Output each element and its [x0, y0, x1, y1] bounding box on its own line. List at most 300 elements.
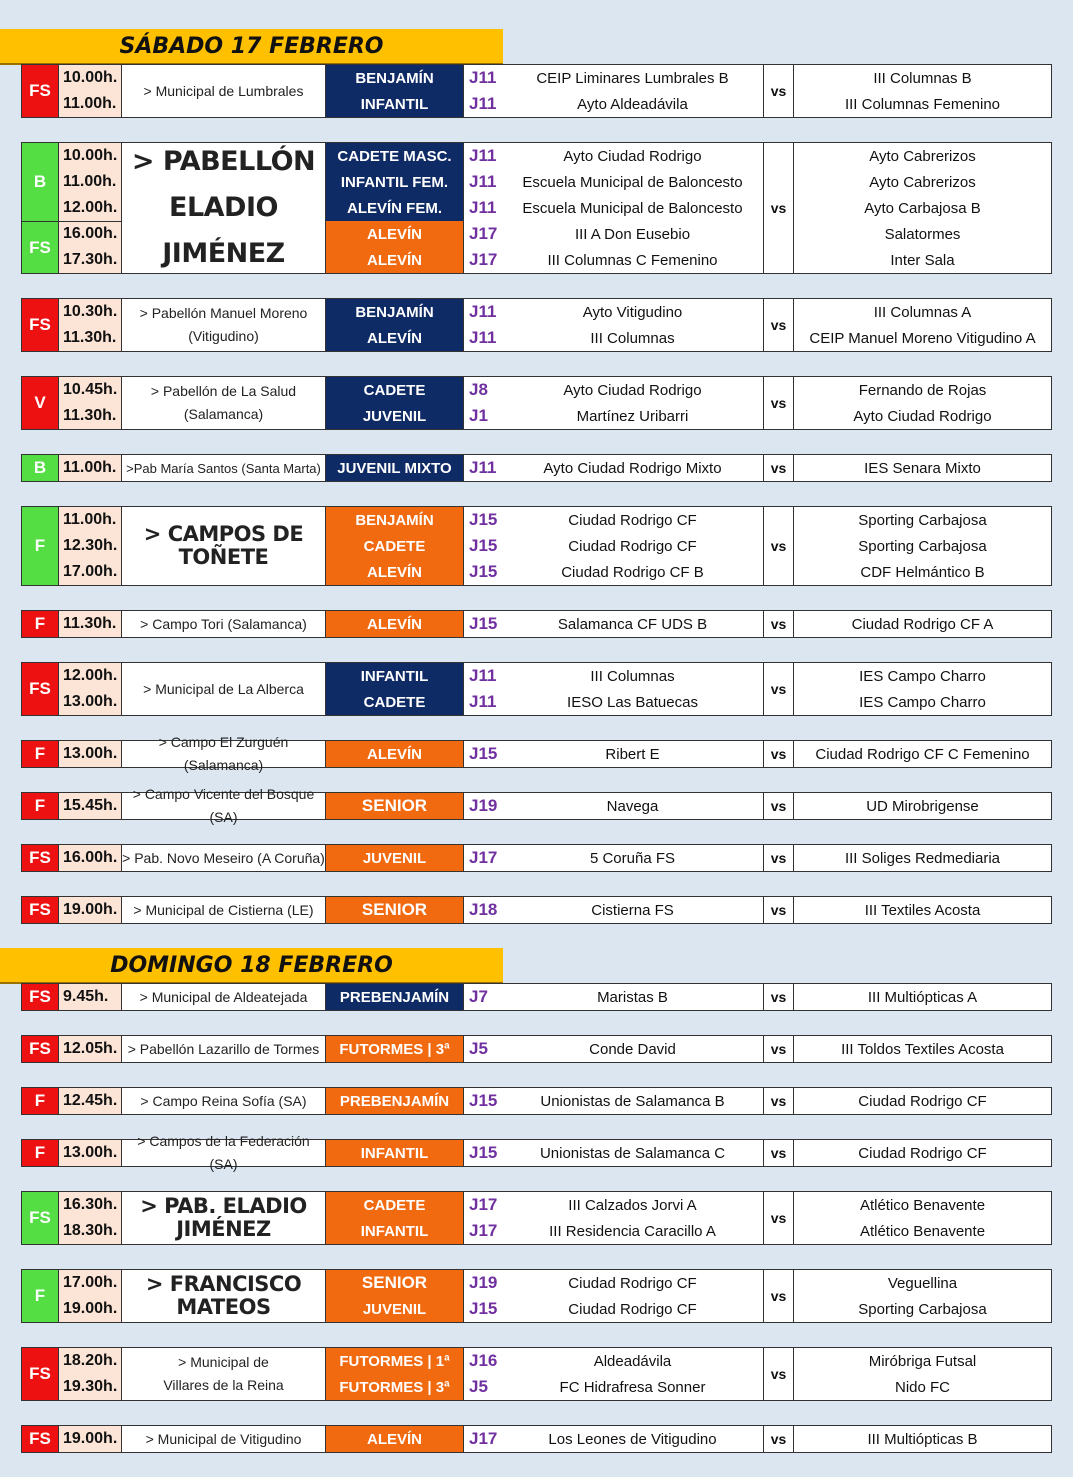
match-time: 12.30h.	[63, 537, 118, 554]
category-column	[326, 455, 464, 481]
away-team: Inter Sala	[890, 251, 955, 269]
venue-line: > PAB. ELADIO JIMÉNEZ	[140, 1194, 307, 1241]
home-team: III Calzados Jorvi A	[568, 1196, 697, 1214]
time-column	[59, 611, 122, 637]
sport-badge: FS	[22, 897, 59, 923]
home-team: Ciudad Rodrigo CF	[568, 1274, 697, 1292]
jornada: J15	[469, 1143, 498, 1162]
venue-text	[140, 302, 308, 348]
home-row	[464, 845, 763, 871]
jornada: J15	[469, 562, 498, 581]
match-time: 9.45h.	[63, 988, 109, 1005]
home-row	[464, 507, 763, 533]
away-team: CEIP Manuel Moreno Vitigudino A	[809, 329, 1036, 347]
venue-line: ELADIO JIMÉNEZ	[162, 192, 285, 269]
vs-label: vs	[764, 741, 794, 767]
home-team: III Columnas	[590, 329, 675, 347]
venue	[122, 1270, 326, 1322]
category-column	[326, 1270, 464, 1322]
match-time: 11.00h.	[63, 95, 117, 112]
home-team: Ciudad Rodrigo CF B	[561, 563, 704, 581]
away-column	[794, 741, 1051, 767]
venue	[122, 663, 326, 715]
vs-label: vs	[764, 143, 794, 273]
time-column	[59, 793, 122, 819]
venue-text	[126, 457, 321, 480]
away-team: IES Campo Charro	[859, 667, 986, 685]
home-row	[464, 1426, 763, 1452]
jornada: J17	[469, 1429, 498, 1448]
match-time: 16.00h.	[63, 225, 118, 242]
match-time: 16.00h.	[63, 849, 118, 866]
away-team: Fernando de Rojas	[858, 381, 987, 399]
time-column	[59, 984, 122, 1010]
home-column	[464, 984, 764, 1010]
match-block	[21, 1191, 1052, 1245]
home-column	[464, 1088, 764, 1114]
match-block	[21, 142, 1052, 274]
day-header: DOMINGO 18 FEBRERO	[0, 948, 503, 984]
sport-badge: FS	[22, 663, 59, 715]
away-column	[794, 299, 1051, 351]
venue-line: (Salamanca)	[183, 406, 264, 422]
away-team: Miróbriga Futsal	[868, 1352, 977, 1370]
venue-line: (Vitigudino)	[188, 328, 259, 344]
venue	[122, 1426, 326, 1452]
category-label: CADETE	[326, 533, 463, 559]
time-column	[59, 741, 122, 767]
match-block	[21, 844, 1052, 872]
category-label: INFANTIL	[326, 663, 463, 689]
vs-label: vs	[764, 1036, 794, 1062]
category-label: INFANTIL	[326, 1218, 463, 1244]
venue	[122, 1348, 326, 1400]
home-team: III Residencia Caracillo A	[549, 1222, 716, 1240]
category-column	[326, 1036, 464, 1062]
vs-label: vs	[764, 611, 794, 637]
category-column	[326, 507, 464, 585]
venue	[122, 377, 326, 429]
jornada: J15	[469, 1091, 498, 1110]
time-column	[59, 455, 122, 481]
away-team: Ayto Cabrerizos	[869, 173, 976, 191]
jornada: J11	[469, 172, 497, 191]
match-time: 12.00h.	[63, 199, 118, 216]
sport-badge: F	[22, 1088, 59, 1114]
venue-text	[151, 380, 296, 426]
venue	[122, 507, 326, 585]
venue-line: > Campo Reina Sofía (SA)	[140, 1092, 307, 1109]
jornada: J7	[469, 987, 488, 1006]
category-label: BENJAMÍN	[326, 299, 463, 325]
venue	[122, 1036, 326, 1062]
jornada: J5	[469, 1039, 488, 1058]
match-time: 19.00h.	[63, 1430, 118, 1447]
match-block	[21, 662, 1052, 716]
venue	[122, 984, 326, 1010]
jornada: J11	[469, 666, 497, 685]
jornada: J15	[469, 510, 498, 529]
away-column	[794, 143, 1051, 273]
venue-line: > Campos de la Federación (SA)	[137, 1133, 310, 1172]
venue	[122, 1088, 326, 1114]
away-team: Sporting Carbajosa	[858, 537, 987, 555]
jornada: J15	[469, 536, 498, 555]
home-column	[464, 377, 764, 429]
category-column	[326, 1348, 464, 1400]
venue-line: > Municipal de Aldeatejada	[139, 988, 308, 1005]
home-row	[464, 195, 763, 221]
home-column	[464, 793, 764, 819]
home-row	[464, 221, 763, 247]
sport-badge: FS	[22, 1426, 59, 1452]
home-row	[464, 299, 763, 325]
home-column	[464, 455, 764, 481]
away-team: Atlético Benavente	[859, 1196, 986, 1214]
away-column	[794, 1088, 1051, 1114]
match-block	[21, 1425, 1052, 1453]
jornada: J5	[469, 1377, 488, 1396]
venue	[122, 1192, 326, 1244]
sport-badge: FS	[22, 1192, 59, 1244]
venue-text	[122, 1130, 325, 1176]
away-column	[794, 1036, 1051, 1062]
time-column	[59, 663, 122, 715]
home-row	[464, 533, 763, 559]
category-label: ALEVÍN	[326, 1426, 463, 1452]
home-row	[464, 143, 763, 169]
away-column	[794, 507, 1051, 585]
home-row	[464, 1192, 763, 1218]
vs-label: vs	[764, 984, 794, 1010]
home-column	[464, 507, 764, 585]
time-column	[59, 1088, 122, 1114]
away-team: Ciudad Rodrigo CF	[858, 1092, 987, 1110]
home-row	[464, 65, 763, 91]
away-team: UD Mirobrigense	[866, 797, 979, 815]
category-label: FUTORMES | 1ª	[326, 1348, 463, 1374]
away-team: III Soliges Redmediaria	[844, 849, 1001, 867]
jornada: J19	[469, 1273, 498, 1292]
time-column	[59, 143, 122, 273]
sport-badge: F	[22, 1270, 59, 1322]
home-team: Escuela Municipal de Baloncesto	[522, 199, 743, 217]
match-time: 13.00h.	[63, 1144, 118, 1161]
match-block	[21, 610, 1052, 638]
sport-badge: V	[22, 377, 59, 429]
home-team: Ciudad Rodrigo CF	[568, 537, 697, 555]
away-team: Ciudad Rodrigo CF A	[851, 615, 994, 633]
home-team: Ayto Ciudad Rodrigo	[563, 381, 702, 399]
category-label: SENIOR	[326, 793, 463, 819]
venue	[122, 734, 326, 773]
category-column	[326, 741, 464, 767]
match-time: 15.45h.	[63, 797, 118, 814]
jornada: J1	[469, 406, 488, 425]
venue	[122, 611, 326, 637]
home-team: III Columnas C Femenino	[547, 251, 718, 269]
home-column	[464, 143, 764, 273]
category-label: SENIOR	[326, 897, 463, 923]
time-column	[59, 377, 122, 429]
venue-line: > Pabellón Lazarillo de Tormes	[127, 1040, 320, 1057]
home-row	[464, 1374, 763, 1400]
home-row	[464, 559, 763, 585]
venue	[122, 845, 326, 871]
time-column	[59, 1348, 122, 1400]
vs-label: vs	[764, 1140, 794, 1166]
sport-badge: B	[22, 455, 59, 481]
category-column	[326, 143, 464, 273]
match-time: 13.00h.	[63, 745, 118, 762]
away-team: Sporting Carbajosa	[858, 1300, 987, 1318]
vs-label: vs	[764, 845, 794, 871]
category-label: ALEVÍN	[326, 611, 463, 637]
home-team: Ayto Ciudad Rodrigo	[563, 147, 702, 165]
category-column	[326, 845, 464, 871]
category-column	[326, 897, 464, 923]
time-column	[59, 897, 122, 923]
venue	[122, 65, 326, 117]
match-time: 10.00h.	[63, 69, 118, 86]
away-column	[794, 984, 1051, 1010]
venue-text	[128, 1038, 320, 1061]
vs-label: vs	[764, 299, 794, 351]
jornada: J17	[469, 1221, 498, 1240]
time-column	[59, 507, 122, 585]
match-time: 17.30h.	[63, 251, 118, 268]
venue	[122, 786, 326, 825]
category-label: CADETE	[326, 1192, 463, 1218]
venue	[122, 299, 326, 351]
venue-line: > CAMPOS DE TOÑETE	[143, 522, 304, 569]
jornada: J17	[469, 1195, 498, 1214]
sport-badge: F	[22, 741, 59, 767]
home-column	[464, 663, 764, 715]
vs-label: vs	[764, 1270, 794, 1322]
venue	[122, 455, 326, 481]
jornada: J17	[469, 224, 498, 243]
match-block	[21, 734, 1052, 773]
home-row	[464, 1270, 763, 1296]
time-column	[59, 1192, 122, 1244]
venue-text	[122, 731, 325, 777]
jornada: J15	[469, 744, 498, 763]
time-column	[59, 1140, 122, 1166]
jornada: J15	[469, 614, 498, 633]
away-column	[794, 65, 1051, 117]
sport-badge: FS	[22, 984, 59, 1010]
venue-line: > Municipal de Vitigudino	[145, 1430, 302, 1447]
home-team: Salamanca CF UDS B	[557, 615, 708, 633]
home-column	[464, 299, 764, 351]
category-label: ALEVÍN	[326, 325, 463, 351]
home-column	[464, 845, 764, 871]
vs-label: vs	[764, 793, 794, 819]
away-column	[794, 455, 1051, 481]
match-time: 19.00h.	[63, 901, 118, 918]
match-time: 18.30h.	[63, 1222, 118, 1239]
vs-label: vs	[764, 897, 794, 923]
venue-text	[143, 678, 304, 701]
sport-badge: FS	[22, 1036, 59, 1062]
away-team: III Toldos Textiles Acosta	[841, 1040, 1004, 1058]
home-team: Ribert E	[605, 745, 660, 763]
time-column	[59, 299, 122, 351]
home-row	[464, 1036, 763, 1062]
away-column	[794, 897, 1051, 923]
sport-badge: FS	[22, 299, 59, 351]
match-block	[21, 1133, 1052, 1172]
away-team: III Columnas Femenino	[844, 95, 1001, 113]
home-team: Ciudad Rodrigo CF	[568, 511, 697, 529]
match-time: 12.05h.	[63, 1040, 118, 1057]
match-block	[21, 1347, 1052, 1401]
venue-text	[146, 1428, 302, 1451]
match-block	[21, 64, 1052, 118]
home-team: Navega	[606, 797, 659, 815]
home-column	[464, 1270, 764, 1322]
jornada: J11	[469, 692, 497, 711]
venue-text	[140, 1090, 306, 1113]
jornada: J17	[469, 848, 498, 867]
category-label: PREBENJAMÍN	[326, 1088, 463, 1114]
away-team: III Columnas A	[873, 303, 972, 321]
match-time: 13.00h.	[63, 693, 118, 710]
away-column	[794, 1140, 1051, 1166]
away-team: IES Campo Charro	[859, 693, 986, 711]
category-column	[326, 1426, 464, 1452]
sport-badge: F	[22, 611, 59, 637]
jornada: J11	[469, 146, 497, 165]
category-column	[326, 377, 464, 429]
home-team: Unionistas de Salamanca B	[540, 1092, 725, 1110]
category-label: FUTORMES | 3ª	[326, 1374, 463, 1400]
home-column	[464, 1192, 764, 1244]
category-column	[326, 793, 464, 819]
match-block	[21, 454, 1052, 482]
home-row	[464, 169, 763, 195]
venue-line: > Campo El Zurguén (Salamanca)	[158, 734, 289, 773]
match-time: 16.30h.	[63, 1196, 118, 1213]
home-team: Martínez Uribarri	[576, 407, 689, 425]
home-team: Los Leones de Vitigudino	[548, 1430, 717, 1448]
venue-line: > Municipal de La Alberca	[143, 680, 304, 697]
time-column	[59, 845, 122, 871]
away-column	[794, 1270, 1051, 1322]
home-team: IESO Las Batuecas	[567, 693, 698, 711]
venue	[122, 1133, 326, 1172]
jornada: J11	[469, 198, 497, 217]
match-time: 17.00h.	[63, 563, 118, 580]
jornada: J19	[469, 796, 498, 815]
venue-text	[163, 1351, 283, 1397]
category-label: ALEVÍN FEM.	[326, 195, 463, 221]
away-column	[794, 845, 1051, 871]
home-column	[464, 1036, 764, 1062]
home-row	[464, 897, 763, 923]
home-row	[464, 1140, 763, 1166]
away-column	[794, 1192, 1051, 1244]
time-column	[59, 1036, 122, 1062]
home-row	[464, 325, 763, 351]
home-column	[464, 1426, 764, 1452]
category-column	[326, 1088, 464, 1114]
venue-text	[122, 1195, 325, 1241]
venue-line: > Pab. Novo Meseiro (A Coruña)	[122, 849, 325, 866]
home-row	[464, 1218, 763, 1244]
home-row	[464, 377, 763, 403]
home-team: Escuela Municipal de Baloncesto	[522, 173, 743, 191]
match-block	[21, 298, 1052, 352]
home-row	[464, 611, 763, 637]
vs-label: vs	[764, 455, 794, 481]
venue-line: > FRANCISCO MATEOS	[145, 1272, 302, 1319]
match-block	[21, 786, 1052, 825]
match-time: 10.00h.	[63, 147, 118, 164]
category-column	[326, 1140, 464, 1166]
home-team: III Columnas	[590, 667, 675, 685]
time-column	[59, 1426, 122, 1452]
match-block	[21, 1087, 1052, 1115]
category-label: CADETE	[326, 689, 463, 715]
category-label: ALEVÍN	[326, 741, 463, 767]
jornada: J11	[469, 68, 497, 87]
home-column	[464, 1348, 764, 1400]
home-team: Unionistas de Salamanca C	[539, 1144, 726, 1162]
away-team: CDF Helmántico B	[860, 563, 985, 581]
away-column	[794, 1426, 1051, 1452]
home-team: 5 Coruña FS	[589, 849, 676, 867]
venue-line: > Campo Vicente del Bosque (SA)	[132, 786, 315, 825]
jornada: J18	[469, 900, 498, 919]
vs-label: vs	[764, 1426, 794, 1452]
match-time: 11.30h.	[63, 329, 117, 346]
category-label: CADETE MASC.	[326, 143, 463, 169]
venue-line: > Municipal de Lumbrales	[143, 82, 304, 99]
category-column	[326, 1192, 464, 1244]
category-label: SENIOR	[326, 1270, 463, 1296]
home-team: Ayto Ciudad Rodrigo Mixto	[543, 459, 722, 477]
match-block	[21, 896, 1052, 924]
venue-text	[122, 847, 325, 870]
match-time: 10.45h.	[63, 381, 118, 398]
away-column	[794, 611, 1051, 637]
venue-text	[133, 899, 313, 922]
away-column	[794, 663, 1051, 715]
home-column	[464, 897, 764, 923]
home-row	[464, 663, 763, 689]
home-column	[464, 611, 764, 637]
match-time: 10.30h.	[63, 303, 118, 320]
sport-badge: B	[22, 143, 59, 221]
match-time: 11.00h.	[63, 173, 117, 190]
away-team: Salatormes	[884, 225, 961, 243]
time-column	[59, 65, 122, 117]
jornada: J11	[469, 302, 497, 321]
venue-text	[122, 1273, 325, 1319]
category-label: ALEVÍN	[326, 221, 463, 247]
away-team: Ayto Carbajosa B	[864, 199, 981, 217]
home-row	[464, 741, 763, 767]
category-label: INFANTIL	[326, 91, 463, 117]
sport-badge: FS	[22, 845, 59, 871]
venue-text	[140, 613, 307, 636]
home-team: Cistierna FS	[591, 901, 674, 919]
match-block	[21, 983, 1052, 1011]
category-column	[326, 611, 464, 637]
venue	[122, 143, 326, 273]
